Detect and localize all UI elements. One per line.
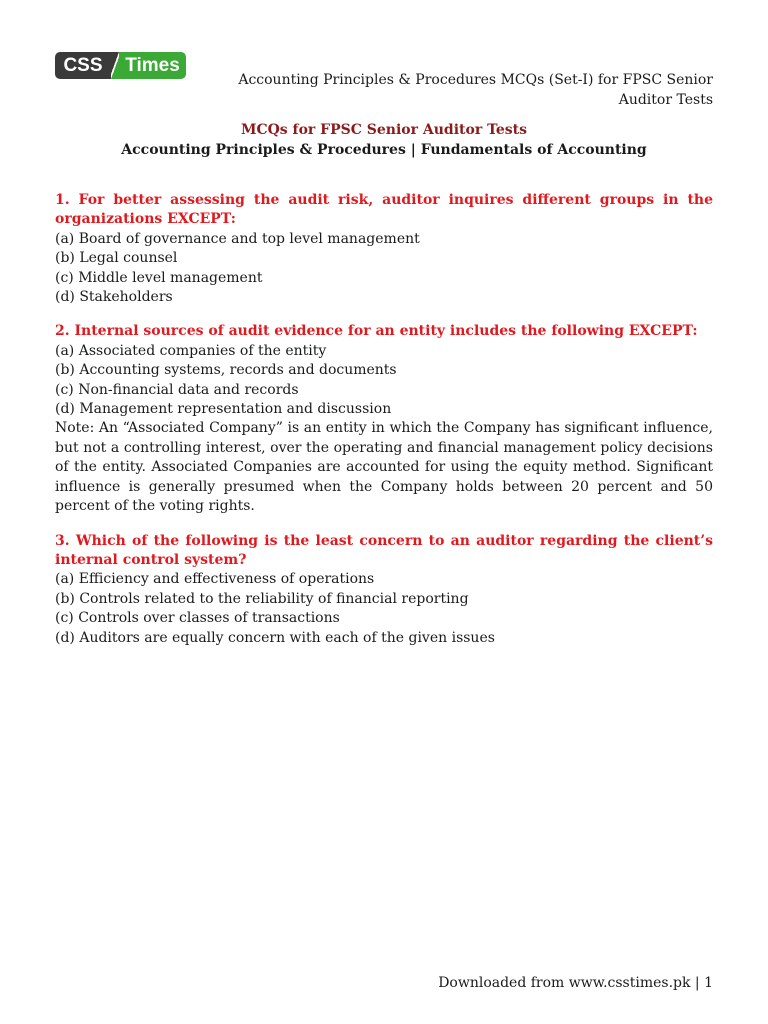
option: (c) Middle level management — [55, 269, 263, 286]
question-text: 1. For better assessing the audit risk, auditor inquires different groups in the organizations EXCEPT: — [55, 192, 713, 228]
logo-slash — [111, 52, 119, 79]
option: (a) Efficiency and effectiveness of operations — [55, 571, 375, 588]
logo-left-text: CSS — [55, 52, 111, 79]
csstimes-logo — [55, 52, 186, 79]
question-text: 2. Internal sources of audit evidence for an entity includes the following EXCEPT: — [55, 323, 698, 340]
option: (d) Auditors are equally concern with each of the given issues — [55, 629, 495, 646]
logo-right-text: Times — [119, 52, 186, 79]
sub-title: Accounting Principles & Procedures | Fundamentals of Accounting — [121, 142, 647, 158]
header-title: Accounting Principles & Procedures MCQs (Set-I) for FPSC Senior Auditor Tests — [238, 72, 713, 108]
option: (d) Stakeholders — [55, 289, 173, 306]
footer-text: Downloaded from www.csstimes.pk | 1 — [438, 975, 713, 991]
questions-content — [55, 191, 713, 663]
option: (a) Associated companies of the entity — [55, 342, 327, 359]
option: (c) Controls over classes of transactions — [55, 610, 340, 627]
option: (b) Legal counsel — [55, 250, 178, 267]
option: (d) Management representation and discussion — [55, 401, 392, 418]
question-text: 3. Which of the following is the least concern to an auditor regarding the client’s internal control system? — [55, 532, 713, 568]
main-title: MCQs for FPSC Senior Auditor Tests — [240, 122, 528, 138]
question-note: Note: An “Associated Company” is an entity in which the Company has significant influence, but not a controlling interest, over the operating and financial management policy decisions of the entity. Associated Companies are accounted for using the equity method. Significant influence is generally presumed when the Company holds between 20 percent and 50 percent of the voting rights. — [55, 420, 713, 515]
question-block — [55, 191, 713, 307]
question-block — [55, 532, 713, 648]
option: (c) Non-financial data and records — [55, 381, 299, 398]
document-titles — [55, 120, 713, 160]
question-block — [55, 322, 713, 516]
option: (b) Accounting systems, records and documents — [55, 362, 397, 379]
option: (b) Controls related to the reliability of financial reporting — [55, 590, 469, 607]
option: (a) Board of governance and top level management — [55, 230, 420, 247]
